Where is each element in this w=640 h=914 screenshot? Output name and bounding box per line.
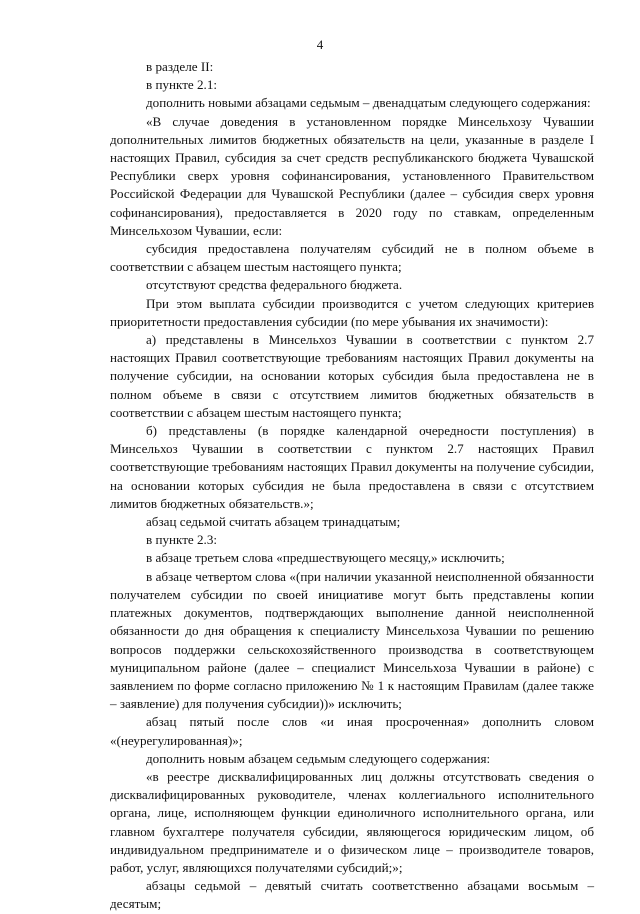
paragraph-15: дополнить новым абзацем седьмым следующего содержания: (146, 750, 491, 766)
paragraph-8: а) представлены в Минсельхоз Чувашии в соответствии с пунктом 2.7 настоящих Правил соответствующие требованиям настоящих Правил документы на получение субсидии, на основании которых субсидия была предоставлена не в полном объеме в связи с отсутствием лимитов бюджетных обязательств в соответствии с абзацем шестым настоящего пункта; (110, 332, 594, 420)
paragraph-4: «В случае доведения в установленном порядке Минсельхозу Чувашии дополнительных лимитов бюджетных обязательств на цели, указанные в разделе I настоящих Правил, субсидия за счет средств республиканского бюджета Чувашской Республики сверх уровня софинансирования, установленного Правительством Российской Федерации для Чувашской Республики (далее – субсидия сверх уровня софинансирования), предоставляется в 2020 году по ставкам, определенным Минсельхозом Чувашии, если: (110, 113, 594, 238)
paragraph-3: дополнить новыми абзацами седьмым – двенадцатым следующего содержания: (146, 95, 591, 111)
page-number: 4 (316, 37, 324, 52)
paragraph-10: абзац седьмой считать абзацем тринадцатым; (146, 514, 401, 530)
paragraph-1: в разделе II: (146, 59, 214, 74)
paragraph-5: субсидия предоставлена получателям субсидий не в полном объеме в соответствии с абзацем шестым настоящего пункта; (110, 241, 594, 275)
paragraph-14: абзац пятый после слов «и иная просроченная» дополнить словом «(неурегулированная)»; (110, 714, 594, 748)
paragraph-9: б) представлены (в порядке календарной очередности поступления) в Минсельхоз Чувашии в соответствии с пунктом 2.7 настоящих Правил соответствующие требованиям настоящих Правил документы на получение субсидии, на основании которых субсидия не была предоставлена в связи с отсутствием лимитов бюджетных обязательств.»; (110, 423, 594, 511)
paragraph-13: в абзаце четвертом слова «(при наличии указанной неисполненной обязанности получателем субсидии по своей инициативе могут быть представлены копии платежных документов, подтверждающих выполнение данной неисполненной обязанности до дня обращения к специалисту Минсельхоза Чувашии по решению вопросов поддержки сельскохозяйственного производства в соответствующем муниципальном районе (далее – специалист Минсельхоза Чувашии в районе) с заявлением по форме согласно приложению № 1 к настоящим Правилам (далее также – заявление) для получения субсидии))» исключить; (110, 568, 594, 712)
document-body (110, 58, 594, 914)
paragraph-11: в пункте 2.3: (146, 532, 218, 548)
paragraph-7: При этом выплата субсидии производится с учетом следующих критериев приоритетности предоставления субсидии (по мере убывания их значимости): (110, 295, 594, 329)
paragraph-16: «в реестре дисквалифицированных лиц должны отсутствовать сведения о дисквалифицированных руководителе, членах коллегиального исполнительного органа, лице, исполняющем функции единоличного исполнительного органа, или главном бухгалтере получателя субсидии, являющегося юридическим лицом, об индивидуальном предпринимателе и о физическом лице – производителе товаров, работ, услуг, являющихся получателями субсидий;»; (110, 768, 594, 875)
paragraph-2: в пункте 2.1: (146, 77, 218, 93)
paragraph-12: в абзаце третьем слова «предшествующего месяцу,» исключить; (146, 550, 505, 566)
paragraph-6: отсутствуют средства федерального бюджета. (146, 277, 403, 293)
paragraph-17: абзацы седьмой – девятый считать соответственно абзацами восьмым – десятым; (110, 878, 594, 912)
